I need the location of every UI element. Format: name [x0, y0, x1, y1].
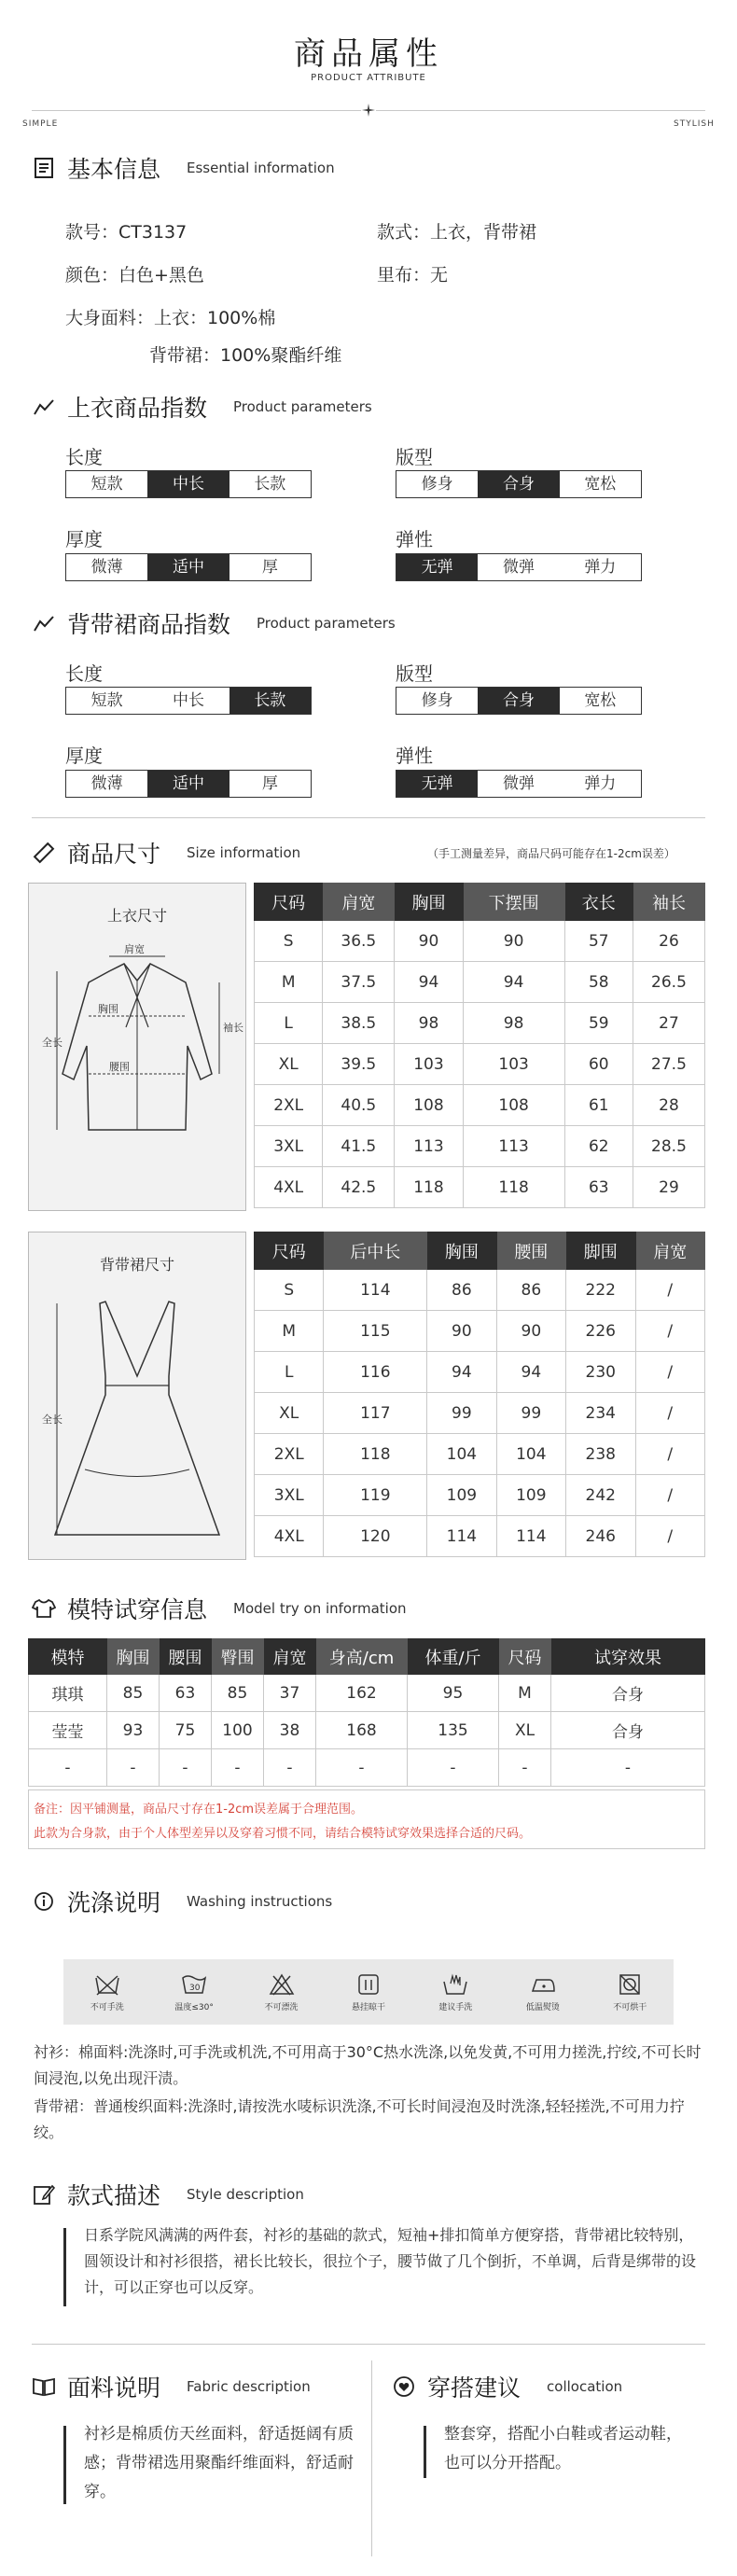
table-cell: 86 [496, 1270, 565, 1311]
top-thickness-label: 厚度 [65, 528, 103, 550]
wash-item [412, 1959, 499, 2025]
table-cell: 57 [564, 921, 633, 962]
scale-option: 修身 [421, 691, 453, 710]
table-cell: 75 [160, 1712, 212, 1749]
header-cell: 肩宽 [264, 1639, 316, 1675]
scale-option-selected: 长款 [229, 688, 311, 714]
table-cell: 42.5 [323, 1167, 395, 1208]
tshirt-icon [32, 1596, 56, 1621]
top-elastic-label: 弹性 [396, 528, 433, 550]
scale-option: 长款 [254, 475, 286, 494]
header-cell: 体重/斤 [408, 1639, 499, 1675]
divider [32, 2344, 705, 2345]
page-title: 商品属性 [294, 35, 443, 73]
top-fit-scale [396, 470, 642, 498]
table-cell: 98 [463, 1003, 564, 1044]
table-row [255, 1167, 705, 1208]
chest-label: 胸围 [98, 1003, 118, 1015]
header-cell: 尺码 [499, 1639, 551, 1675]
collocation-header [392, 2370, 622, 2403]
fabric-desc-title-en: Fabric description [187, 2378, 311, 2395]
basic-info-title-en: Essential information [187, 160, 335, 176]
table-cell: 104 [496, 1434, 565, 1475]
heart-icon [392, 2374, 416, 2399]
table-cell: 100 [212, 1712, 264, 1749]
size-info-header [32, 836, 300, 870]
model-table [28, 1638, 705, 1787]
wash-item [150, 1959, 237, 2025]
table-cell: 246 [566, 1516, 635, 1557]
table-row [255, 1393, 705, 1434]
model-info-header [32, 1592, 407, 1625]
table-cell: 116 [324, 1352, 427, 1393]
table-cell: 90 [496, 1311, 565, 1352]
no-bleach-icon [268, 1972, 296, 1997]
blouse-illustration [29, 934, 245, 1204]
table-cell: L [255, 1352, 324, 1393]
washing-text-shirt: 衬衫：棉面料:洗涤时,可手洗或机洗,不可用高于30°C热水洗涤,以免发黄,不可用力搓洗,拧绞,不可长时间浸泡,以免出现汗渍。 [34, 2043, 702, 2087]
table-cell: 37 [264, 1675, 316, 1712]
edit-icon [32, 2182, 56, 2207]
table-cell: 119 [324, 1475, 427, 1516]
washing-header [32, 1885, 332, 1918]
wash-item [325, 1959, 411, 2025]
length-label: 全长 [42, 1037, 63, 1049]
style-type: 款式：上衣，背带裙 [377, 222, 537, 243]
table-cell: 108 [395, 1085, 463, 1126]
table-cell: - [29, 1749, 107, 1787]
wash-item [587, 1959, 674, 2025]
table-cell: 230 [566, 1352, 635, 1393]
table-cell: 168 [316, 1712, 408, 1749]
table-cell: XL [255, 1393, 324, 1434]
table-cell: / [635, 1516, 705, 1557]
table-cell: 86 [427, 1270, 496, 1311]
table-cell: 琪琪 [29, 1675, 107, 1712]
table-cell: 38 [264, 1712, 316, 1749]
scale-option-selected: 中长 [147, 471, 229, 497]
table-cell: 2XL [255, 1434, 324, 1475]
document-icon [32, 156, 56, 180]
header-cell: 尺码 [255, 1232, 324, 1270]
table-cell: / [635, 1475, 705, 1516]
table-cell: / [635, 1434, 705, 1475]
table-cell: 114 [324, 1270, 427, 1311]
table-cell: S [255, 921, 323, 962]
top-fit-label: 版型 [396, 446, 433, 468]
skirt-length-dim-label: 全长 [42, 1413, 63, 1426]
table-cell: 58 [564, 962, 633, 1003]
info-icon [32, 1889, 56, 1914]
table-cell: XL [255, 1044, 323, 1085]
table-cell: 26 [633, 921, 704, 962]
quote-bar [424, 2426, 426, 2478]
hang-dry-icon [355, 1972, 382, 1997]
table-cell: 62 [564, 1126, 633, 1167]
scale-option: 弹力 [584, 774, 617, 793]
table-cell: 99 [496, 1393, 565, 1434]
table-cell: XL [499, 1712, 551, 1749]
table-cell: - [499, 1749, 551, 1787]
table-cell: 85 [212, 1675, 264, 1712]
lining-info: 里布：无 [377, 265, 449, 285]
skirt-thickness-label: 厚度 [65, 745, 103, 767]
table-row [255, 1352, 705, 1393]
scale-option: 宽松 [584, 691, 617, 710]
scale-option-selected: 适中 [147, 771, 229, 797]
header-cell: 胸围 [427, 1232, 496, 1270]
scale-option: 宽松 [584, 475, 617, 494]
header-cell: 衣长 [564, 884, 633, 921]
table-cell: 109 [427, 1475, 496, 1516]
skirt-params-header [32, 606, 396, 640]
table-cell: 27 [633, 1003, 704, 1044]
table-cell: 63 [160, 1675, 212, 1712]
header-cell: 腰围 [496, 1232, 565, 1270]
book-icon [32, 2374, 56, 2399]
basic-info-title: 基本信息 [67, 156, 161, 183]
header-cell: 肩宽 [635, 1232, 705, 1270]
table-cell: 103 [395, 1044, 463, 1085]
basic-info-header [32, 151, 335, 185]
table-cell: 109 [496, 1475, 565, 1516]
table-cell: 38.5 [323, 1003, 395, 1044]
hand-wash-icon [441, 1972, 469, 1997]
table-row [29, 1712, 705, 1749]
table-cell: 117 [324, 1393, 427, 1434]
table-cell: M [499, 1675, 551, 1712]
table-cell: 94 [496, 1352, 565, 1393]
wash-label: 温度≤30° [174, 2002, 214, 2012]
table-cell: 135 [408, 1712, 499, 1749]
table-cell: 4XL [255, 1516, 324, 1557]
header-cell: 尺码 [255, 884, 323, 921]
table-cell: 26.5 [633, 962, 704, 1003]
size-info-title: 商品尺寸 [67, 841, 161, 868]
table-cell: S [255, 1270, 324, 1311]
table-cell: 115 [324, 1311, 427, 1352]
style-desc-text: 日系学院风满满的两件套，衬衫的基础的款式，短袖+排扣简单方便穿搭，背带裙比较特别，圆领设计和衬衫很搭，裙长比较长，很拉个子，腰节做了几个倒折，不单调，后背是绑带的设计，可以正穿也可以反穿。 [84, 2226, 697, 2296]
skirt-params-title: 背带裙商品指数 [67, 611, 231, 638]
quote-bar [63, 2426, 66, 2504]
table-cell: 36.5 [323, 921, 395, 962]
table-cell: 85 [107, 1675, 160, 1712]
star-ornament-icon [361, 103, 376, 118]
fabric-desc-title: 面料说明 [67, 2374, 161, 2402]
note-line-1: 备注：因平铺测量，商品尺寸存在1-2cm误差属于合理范围。 [34, 1803, 364, 1817]
fabric-desc-text: 衬衫是棉质仿天丝面料，舒适挺阔有质感；背带裙选用聚酯纤维面料，舒适耐穿。 [84, 2425, 354, 2501]
table-cell: 238 [566, 1434, 635, 1475]
table-cell: 222 [566, 1270, 635, 1311]
simple-word: SIMPLE [22, 119, 59, 129]
table-row [255, 1475, 705, 1516]
scale-option: 短款 [90, 691, 123, 710]
table-cell: 90 [427, 1311, 496, 1352]
header-cell: 后中长 [324, 1232, 427, 1270]
scale-option: 厚 [261, 558, 278, 577]
table-cell: - [160, 1749, 212, 1787]
scale-option: 厚 [261, 774, 278, 793]
table-cell: 59 [564, 1003, 633, 1044]
scale-option-selected: 适中 [147, 554, 229, 580]
model-info-title: 模特试穿信息 [67, 1596, 208, 1623]
table-row [29, 1749, 705, 1787]
skirt-fit-scale [396, 687, 642, 715]
collocation-title-en: collocation [547, 2378, 623, 2395]
table-cell: - [316, 1749, 408, 1787]
table-cell: - [107, 1749, 160, 1787]
table-cell: - [551, 1749, 705, 1787]
top-length-label: 长度 [65, 446, 103, 468]
table-cell: 合身 [551, 1675, 705, 1712]
table-cell: 98 [395, 1003, 463, 1044]
header-cell: 模特 [29, 1639, 107, 1675]
fabric-skirt-info: 背带裙：100%聚酯纤维 [149, 345, 342, 366]
table-cell: 3XL [255, 1475, 324, 1516]
table-header-row [255, 884, 705, 921]
table-cell: 2XL [255, 1085, 323, 1126]
table-cell: 114 [496, 1516, 565, 1557]
top-size-diagram [28, 883, 246, 1211]
table-cell: 61 [564, 1085, 633, 1126]
svg-text:30: 30 [189, 1983, 201, 1993]
sleeve-label: 袖长 [223, 1022, 243, 1034]
wash-label: 不可漂洗 [264, 2002, 299, 2012]
wash-temp-icon [180, 1972, 208, 1997]
table-cell: / [635, 1270, 705, 1311]
table-header-row [29, 1639, 705, 1675]
fabric-top-info: 大身面料：上衣：100%棉 [65, 308, 276, 328]
fabric-desc-header [32, 2370, 311, 2403]
table-row [255, 1085, 705, 1126]
skirt-illustration [29, 1283, 245, 1553]
table-cell: 37.5 [323, 962, 395, 1003]
skirt-length-scale [65, 687, 312, 715]
table-cell: 28 [633, 1085, 704, 1126]
low-iron-icon [529, 1972, 557, 1997]
model-info-title-en: Model try on information [233, 1600, 407, 1617]
table-cell: 94 [395, 962, 463, 1003]
table-cell: 28.5 [633, 1126, 704, 1167]
trend-line-icon [32, 611, 56, 635]
table-cell: 90 [395, 921, 463, 962]
table-cell: M [255, 962, 323, 1003]
table-row [29, 1675, 705, 1712]
table-row [255, 962, 705, 1003]
table-cell: 118 [395, 1167, 463, 1208]
table-row [255, 1270, 705, 1311]
scale-option: 修身 [421, 475, 453, 494]
header-cell: 身高/cm [316, 1639, 408, 1675]
table-cell: 莹莹 [29, 1712, 107, 1749]
skirt-size-caption: 背带裙尺寸 [99, 1256, 174, 1274]
table-cell: 242 [566, 1475, 635, 1516]
table-cell: 118 [324, 1434, 427, 1475]
scale-option: 中长 [172, 691, 204, 710]
washing-title-en: Washing instructions [187, 1893, 333, 1910]
table-row [255, 1311, 705, 1352]
table-header-row [255, 1232, 705, 1270]
skirt-fit-label: 版型 [396, 662, 433, 685]
style-desc-title-en: Style description [187, 2186, 304, 2203]
table-cell: / [635, 1352, 705, 1393]
note-line-2: 此款为合身款，由于个人体型差异以及穿着习惯不同，请结合模特试穿效果选择合适的尺码。 [34, 1827, 532, 1841]
skirt-length-label: 长度 [65, 662, 103, 685]
table-cell: 4XL [255, 1167, 323, 1208]
wash-label: 悬挂晾干 [351, 2002, 385, 2012]
scale-option: 短款 [90, 475, 123, 494]
shoulder-label: 肩宽 [124, 943, 145, 955]
skirt-elastic-scale [396, 770, 642, 798]
no-hand-wash-icon [93, 1972, 121, 1997]
wash-label: 建议手洗 [438, 2002, 473, 2012]
scale-option: 微弹 [502, 558, 535, 577]
table-cell: / [635, 1393, 705, 1434]
wash-label: 不可烘干 [613, 2002, 647, 2012]
table-cell: 95 [408, 1675, 499, 1712]
scale-option: 弹力 [584, 558, 617, 577]
top-length-scale [65, 470, 312, 498]
size-info-title-en: Size information [187, 844, 301, 861]
header-cell: 试穿效果 [551, 1639, 705, 1675]
style-desc-header [32, 2178, 304, 2211]
top-size-caption: 上衣尺寸 [106, 907, 167, 925]
table-cell: 27.5 [633, 1044, 704, 1085]
scale-option-selected: 无弹 [396, 771, 478, 797]
header-cell: 臀围 [212, 1639, 264, 1675]
header-cell: 脚围 [566, 1232, 635, 1270]
header-cell: 胸围 [395, 884, 463, 921]
collocation-text: 整套穿，搭配小白鞋或者运动鞋，也可以分开搭配。 [444, 2425, 682, 2472]
scale-option: 微薄 [90, 558, 123, 577]
washing-icons-bar [63, 1959, 674, 2025]
skirt-size-table [254, 1232, 705, 1557]
table-cell: 94 [463, 962, 564, 1003]
table-cell: 60 [564, 1044, 633, 1085]
wash-label: 不可手洗 [90, 2002, 124, 2012]
table-cell: 113 [395, 1126, 463, 1167]
table-cell: L [255, 1003, 323, 1044]
skirt-elastic-label: 弹性 [396, 745, 433, 767]
table-cell: 39.5 [323, 1044, 395, 1085]
top-thickness-scale [65, 553, 312, 581]
table-cell: 41.5 [323, 1126, 395, 1167]
color-info: 颜色：白色+黑色 [65, 265, 204, 285]
top-params-header [32, 390, 372, 424]
quote-bar [63, 2228, 66, 2306]
wash-item [63, 1959, 150, 2025]
table-cell: 29 [633, 1167, 704, 1208]
collocation-title: 穿搭建议 [427, 2374, 521, 2402]
washing-text-skirt: 背带裙：普通梭织面料:洗涤时,请按洗水唛标识洗涤,不可长时间浸泡及时洗涤,轻轻搓洗,不可用力拧绞。 [34, 2097, 685, 2141]
table-cell: 114 [427, 1516, 496, 1557]
style-number: 款号：CT3137 [65, 222, 188, 243]
header-cell: 腰围 [160, 1639, 212, 1675]
scale-option-selected: 合身 [478, 688, 559, 714]
table-cell: 103 [463, 1044, 564, 1085]
style-desc-title: 款式描述 [67, 2182, 161, 2209]
header-cell: 袖长 [633, 884, 704, 921]
table-cell: 234 [566, 1393, 635, 1434]
table-cell: / [635, 1311, 705, 1352]
table-cell: 113 [463, 1126, 564, 1167]
table-cell: 118 [463, 1167, 564, 1208]
stylish-word: STYLISH [674, 119, 715, 129]
no-tumble-dry-icon [616, 1972, 644, 1997]
table-cell: 94 [427, 1352, 496, 1393]
scale-option: 微薄 [90, 774, 123, 793]
top-params-title-en: Product parameters [233, 398, 372, 415]
ruler-icon [32, 841, 56, 865]
vertical-divider [371, 2360, 372, 2556]
table-row [255, 1003, 705, 1044]
table-row [255, 1516, 705, 1557]
table-cell: 120 [324, 1516, 427, 1557]
table-row [255, 921, 705, 962]
wash-item [238, 1959, 325, 2025]
table-cell: 90 [463, 921, 564, 962]
table-cell: 40.5 [323, 1085, 395, 1126]
table-cell: 63 [564, 1167, 633, 1208]
washing-title: 洗涤说明 [67, 1889, 161, 1916]
table-cell: M [255, 1311, 324, 1352]
table-cell: 3XL [255, 1126, 323, 1167]
table-cell: 合身 [551, 1712, 705, 1749]
table-cell: - [264, 1749, 316, 1787]
table-row [255, 1044, 705, 1085]
divider [32, 817, 705, 818]
table-cell: - [408, 1749, 499, 1787]
table-row [255, 1434, 705, 1475]
skirt-size-diagram [28, 1232, 246, 1560]
table-cell: 108 [463, 1085, 564, 1126]
size-remark: （手工测量差异，商品尺码可能存在1-2cm误差） [427, 847, 675, 860]
table-cell: 93 [107, 1712, 160, 1749]
scale-option-selected: 无弹 [396, 554, 478, 580]
skirt-thickness-scale [65, 770, 312, 798]
wash-item [499, 1959, 586, 2025]
skirt-params-title-en: Product parameters [257, 615, 396, 632]
table-cell: 104 [427, 1434, 496, 1475]
scale-option: 微弹 [502, 774, 535, 793]
wash-label: 低温熨烫 [525, 2002, 560, 2012]
header-cell: 肩宽 [323, 884, 395, 921]
trend-line-icon [32, 395, 56, 419]
page-subtitle: PRODUCT ATTRIBUTE [311, 73, 426, 83]
waist-label: 腰围 [109, 1061, 130, 1073]
top-elastic-scale [396, 553, 642, 581]
top-size-table [254, 883, 705, 1208]
table-cell: - [212, 1749, 264, 1787]
table-cell: 162 [316, 1675, 408, 1712]
top-params-title: 上衣商品指数 [67, 395, 208, 422]
table-cell: 99 [427, 1393, 496, 1434]
table-row [255, 1126, 705, 1167]
header-cell: 胸围 [107, 1639, 160, 1675]
header-cell: 下摆围 [463, 884, 564, 921]
table-cell: 226 [566, 1311, 635, 1352]
scale-option-selected: 合身 [478, 471, 559, 497]
